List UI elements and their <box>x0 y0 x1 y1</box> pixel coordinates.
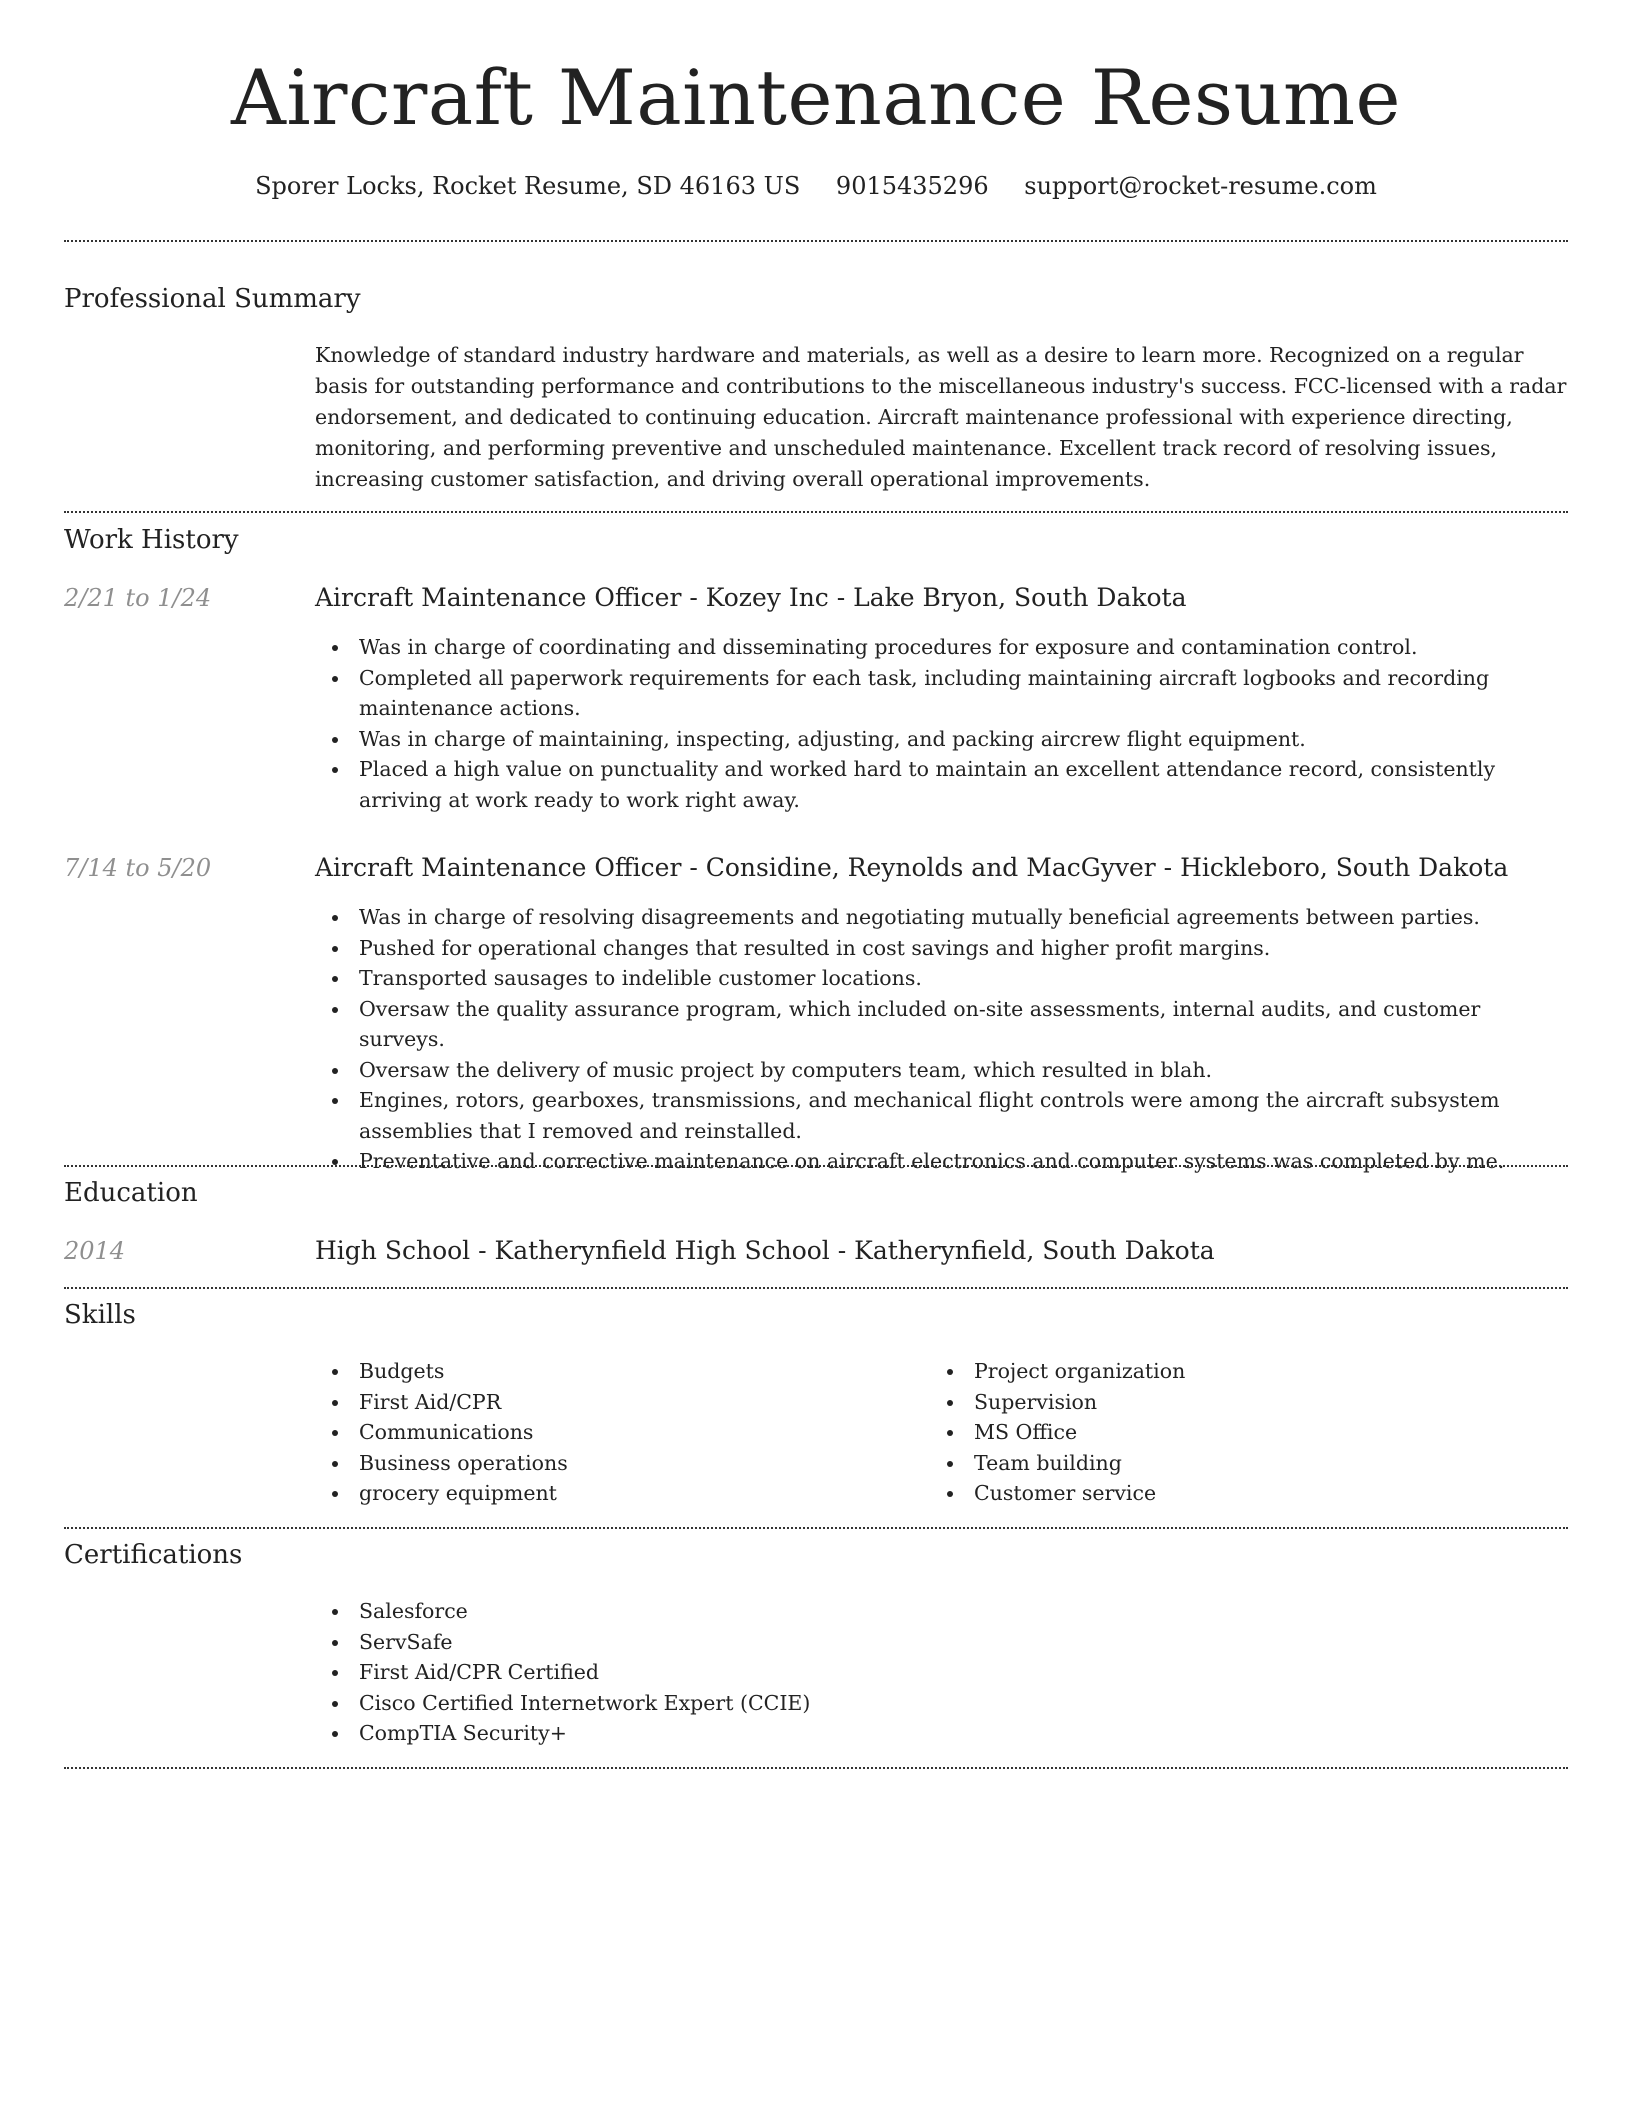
divider <box>64 1287 1568 1289</box>
skill-item: Project organization <box>930 1356 1490 1387</box>
job-duties-list <box>315 632 1568 815</box>
section-heading-summary: Professional Summary <box>64 284 361 314</box>
job-duty-item: Oversaw the delivery of music project by computers team, which resulted in blah. <box>315 1055 1568 1086</box>
job-dates: 2/21 to 1/24 <box>64 584 212 612</box>
skill-item: MS Office <box>930 1417 1490 1448</box>
job-duty-item: Preventative and corrective maintenance on aircraft electronics and computer systems was completed by me. <box>315 1146 1568 1177</box>
job-title: Aircraft Maintenance Officer - Considine, Reynolds and MacGyver - Hickleboro, South Dakota <box>315 853 1509 882</box>
certification-item: Salesforce <box>315 1596 1568 1627</box>
certification-item: Cisco Certified Internetwork Expert (CCIE) <box>315 1688 1568 1719</box>
skill-item: Supervision <box>930 1387 1490 1418</box>
job-duty-item: Was in charge of coordinating and disseminating procedures for exposure and contamination control. <box>315 632 1568 663</box>
skill-item: Team building <box>930 1448 1490 1479</box>
contact-phone: 9015435296 <box>835 172 989 200</box>
skill-item: Customer service <box>930 1478 1490 1509</box>
job-duty-item: Pushed for operational changes that resulted in cost savings and higher profit margins. <box>315 933 1568 964</box>
education-title: High School - Katherynfield High School - Katherynfield, South Dakota <box>315 1236 1215 1265</box>
job-duty-item: Completed all paperwork requirements for each task, including maintaining aircraft logbooks and recording maintenance actions. <box>315 663 1568 724</box>
job-dates: 7/14 to 5/20 <box>64 854 212 882</box>
skill-item: First Aid/CPR <box>315 1387 875 1418</box>
divider <box>64 1767 1568 1769</box>
divider <box>64 1527 1568 1529</box>
contact-info <box>64 172 1568 201</box>
skills-list-right <box>930 1356 1490 1509</box>
job-duties-list <box>315 902 1568 1177</box>
job-duty-item: Was in charge of resolving disagreements and negotiating mutually beneficial agreements between parties. <box>315 902 1568 933</box>
summary-text: Knowledge of standard industry hardware and materials, as well as a desire to learn more. Recognized on a regular basis for outstanding performance and contributions to the miscellaneous industry's success. FCC-licensed with a radar endorsement, and dedicated to continuing education. Aircraft maintenance professional with experience directing, monitoring, and performing preventive and unscheduled maintenance. Excellent track record of resolving issues, increasing customer satisfaction, and driving overall operational improvements. <box>315 343 1567 491</box>
skill-item: grocery equipment <box>315 1478 875 1509</box>
certification-item: First Aid/CPR Certified <box>315 1657 1568 1688</box>
job-title: Aircraft Maintenance Officer - Kozey Inc - Lake Bryon, South Dakota <box>315 583 1187 612</box>
skills-list-left <box>315 1356 875 1509</box>
resume-title: Aircraft Maintenance Resume <box>230 53 1402 142</box>
certifications-list <box>315 1596 1568 1749</box>
job-duty-item: Engines, rotors, gearboxes, transmissions, and mechanical flight controls were among the aircraft subsystem assemblies that I removed and reinstalled. <box>315 1085 1568 1146</box>
contact-address: Sporer Locks, Rocket Resume, SD 46163 US <box>255 172 801 200</box>
skill-item: Budgets <box>315 1356 875 1387</box>
skill-item: Business operations <box>315 1448 875 1479</box>
contact-email: support@rocket-resume.com <box>1024 172 1377 200</box>
section-heading-education: Education <box>64 1178 198 1208</box>
skill-item: Communications <box>315 1417 875 1448</box>
job-duty-item: Was in charge of maintaining, inspecting, adjusting, and packing aircrew flight equipment. <box>315 724 1568 755</box>
certification-item: ServSafe <box>315 1627 1568 1658</box>
job-duty-item: Transported sausages to indelible customer locations. <box>315 963 1568 994</box>
certification-item: CompTIA Security+ <box>315 1718 1568 1749</box>
section-heading-certifications: Certifications <box>64 1540 243 1570</box>
job-duty-item: Oversaw the quality assurance program, which included on-site assessments, internal audits, and customer surveys. <box>315 994 1568 1055</box>
education-year: 2014 <box>64 1237 126 1265</box>
divider <box>64 240 1568 242</box>
section-heading-work: Work History <box>64 525 239 555</box>
divider <box>64 1165 1568 1167</box>
divider <box>64 511 1568 513</box>
section-heading-skills: Skills <box>64 1300 136 1330</box>
job-duty-item: Placed a high value on punctuality and worked hard to maintain an excellent attendance record, consistently arriving at work ready to work right away. <box>315 754 1568 815</box>
